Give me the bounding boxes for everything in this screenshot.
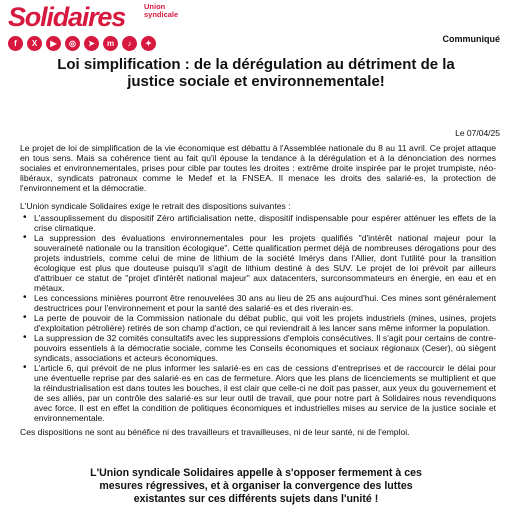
logo-wordmark: Solidaires: [8, 2, 126, 32]
publication-date: Le 07/04/25: [455, 128, 500, 138]
header: [8, 2, 504, 54]
facebook-icon[interactable]: f: [8, 36, 23, 51]
logo-subtitle: [144, 3, 178, 19]
closing-line-3: existantes sur ces différents sujets dans l'unité !: [133, 493, 379, 505]
x-icon[interactable]: X: [27, 36, 42, 51]
mastodon-icon[interactable]: m: [103, 36, 118, 51]
list-item: • L'assouplissement du dispositif Zéro artificialisation nette, dispositif indispensable pour espérer atténuer les effets de la crise climatique.: [34, 213, 496, 233]
closing-line-1: L'Union syndicale Solidaires appelle à s'opposer fermement à ces: [90, 467, 422, 479]
tiktok-icon[interactable]: ♪: [122, 36, 137, 51]
youtube-icon[interactable]: ▶: [46, 36, 61, 51]
logo-subtitle-line2: syndicale: [144, 10, 179, 19]
list-item: • La suppression des évaluations environnementales pour les projets qualifiés "d'intérêt national majeur pour la souveraineté nationale ou la transition écologique". Cette qualification permet déjà de nombreuses dérogations pour des projets industriels, comme celui de mine de lithium de la société Imérys dans l'Allier, dont l'utilité pour la transition écologique est plus que douteuse puisqu'il s'agit de lithium destiné à des SUV. Le projet de loi prévoit par ailleurs d'attribuer ce statut de "projet d'intérêt national majeur" aux datacenters, surconsommateurs en énergie, en eau et en métaux.: [34, 233, 496, 293]
telegram-icon[interactable]: ➤: [84, 36, 99, 51]
logo-subtitle-line1: Union: [144, 2, 166, 11]
title-line-1: Loi simplification : de la dérégulation au détriment de la: [57, 56, 455, 73]
document-body: [20, 143, 496, 445]
intro-paragraph: Le projet de loi de simplification de la vie économique est débattu à l'Assemblée nationale du 8 au 11 avril. Ce projet attaque en tous sens. Mais sa cohérence tient au fait qu'il épouse la tendance à la dérégulation et à la dénonciation des normes sociales et environnementales, prises pour cible par toutes les droites : extrême droite inspirée par le projet trumpiste, néo-libéraux, syndicats patronaux comme le Medef et la FNSEA. Il menace les droits des salarié·es, la protection de l'environnement et la démocratie.: [20, 143, 496, 193]
list-item: • La perte de pouvoir de la Commission nationale du débat public, qui voit les projets industriels (mines, usines, projets d'exploitation pétrolière) retirés de son champ d'action, ce qui reviendrait à les lancer sans même informer la population.: [34, 313, 496, 333]
solidaires-logo[interactable]: [8, 2, 179, 32]
closing-line-2: mesures régressives, et à organiser la convergence des luttes: [99, 480, 413, 492]
list-item: • La suppression de 32 comités consultatifs avec les suppressions d'emplois consécutives. Il s'agit pour certains de contre-pouvoirs essentiels à la démocratie sociale, comme les Conseils économiques et sociaux régionaux (Ceser), où siègent syndicats, associations et acteurs économiques.: [34, 333, 496, 363]
list-item: • Les concessions minières pourront être renouvelées 30 ans au lieu de 25 ans aujourd'hui. Ces mines sont généralement destructrices pour l'environnement et pour la santé des salarié·es et des riverain·es.: [34, 293, 496, 313]
title-line-2: justice sociale et environnementale!: [127, 73, 385, 90]
page-title: [0, 56, 512, 90]
document-type-label: Communiqué: [442, 34, 500, 44]
closing-statement: [10, 467, 502, 506]
demand-paragraph: L'Union syndicale Solidaires exige le retrait des dispositions suivantes :: [20, 201, 291, 211]
instagram-icon[interactable]: ◎: [65, 36, 80, 51]
demands-list: [20, 213, 496, 423]
list-item: • L'article 6, qui prévoit de ne plus informer les salarié·es en cas de cessions d'entreprises et de raccourcir le délai pour une éventuelle reprise par des salarié·es en cas de fermeture. Alors que les plans de licenciements se multiplient et que la réindustrialisation est dans toutes les bouches, il est clair que celle-ci ne doit pas passer, aux yeux du gouvernement et de ses alliés, par un contrôle des salarié·es sur leur outil de travail, que pour notre part à Solidaires nous revendiquons avec force. Il est en effet la condition de politiques économiques et industrielles mises au service de la justice sociale et environnementale.: [34, 363, 496, 423]
bluesky-icon[interactable]: ✦: [141, 36, 156, 51]
social-links: [8, 36, 156, 51]
conclusion-paragraph: Ces dispositions ne sont au bénéfice ni des travailleurs et travailleuses, ni de leur santé, ni de l'emploi.: [20, 427, 410, 437]
